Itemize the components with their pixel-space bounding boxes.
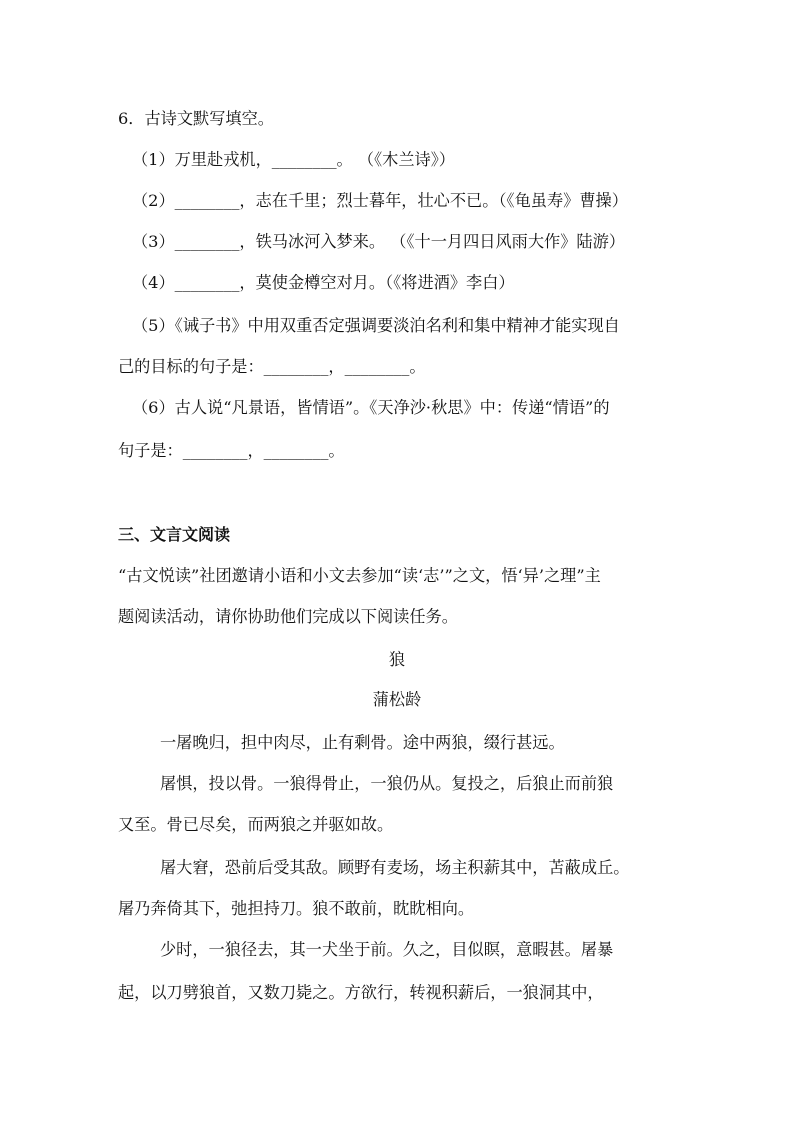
blank-item-1: （1）万里赴戎机，________。 （《木兰诗》） (132, 150, 455, 169)
paragraph-4-line-2: 起，以刀劈狼首，又数刀毙之。方欲行，转视积薪后，一狼洞其中， (118, 983, 604, 1002)
text-title: 狼 (388, 650, 406, 669)
paragraph-4-line-1: 少时，一狼径去，其一犬坐于前。久之，目似瞑，意暇甚。屠暴 (160, 940, 614, 959)
paragraph-2-line-1: 屠惧，投以骨。一狼得骨止，一狼仍从。复投之，后狼止而前狼 (160, 774, 614, 793)
blank-item-2: （2）________，志在千里；烈士暮年，壮心不已。（《龟虽寿》曹操） (132, 191, 628, 210)
text-author: 蒲松龄 (372, 690, 422, 709)
paragraph-3-line-2: 屠乃奔倚其下，弛担持刀。狼不敢前，眈眈相向。 (118, 899, 475, 918)
intro-line-1: “古文悦读”社团邀请小语和小文去参加“读‘志’”之文，悟‘异’之理”主 (118, 566, 601, 585)
section-heading: 三、文言文阅读 (118, 525, 231, 544)
paragraph-3-line-1: 屠大窘，恐前后受其敌。顾野有麦场，场主积薪其中，苫蔽成丘。 (160, 858, 630, 877)
blank-item-3: （3）________，铁马冰河入梦来。 （《十一月四日风雨大作》陆游） (132, 232, 625, 251)
blank-item-6-line-1: （6）古人说“凡景语，皆情语”。《天净沙·秋思》中：传递“情语”的 (132, 398, 610, 417)
question-6-title: 6．古诗文默写填空。 (118, 109, 274, 128)
blank-item-4: （4）________，莫使金樽空对月。（《将进酒》李白） (132, 273, 515, 292)
paragraph-2-line-2: 又至。骨已尽矣，而两狼之并驱如故。 (118, 815, 394, 834)
intro-line-2: 题阅读活动，请你协助他们完成以下阅读任务。 (118, 607, 458, 626)
blank-item-5-line-2: 己的目标的句子是：________，________。 (118, 357, 426, 376)
paragraph-1: 一屠晚归，担中肉尽，止有剩骨。途中两狼，缀行甚远。 (160, 733, 565, 752)
blank-item-5-line-1: （5）《诫子书》中用双重否定强调要淡泊名利和集中精神才能实现自 (132, 316, 620, 335)
blank-item-6-line-2: 句子是：________，________。 (118, 441, 345, 460)
